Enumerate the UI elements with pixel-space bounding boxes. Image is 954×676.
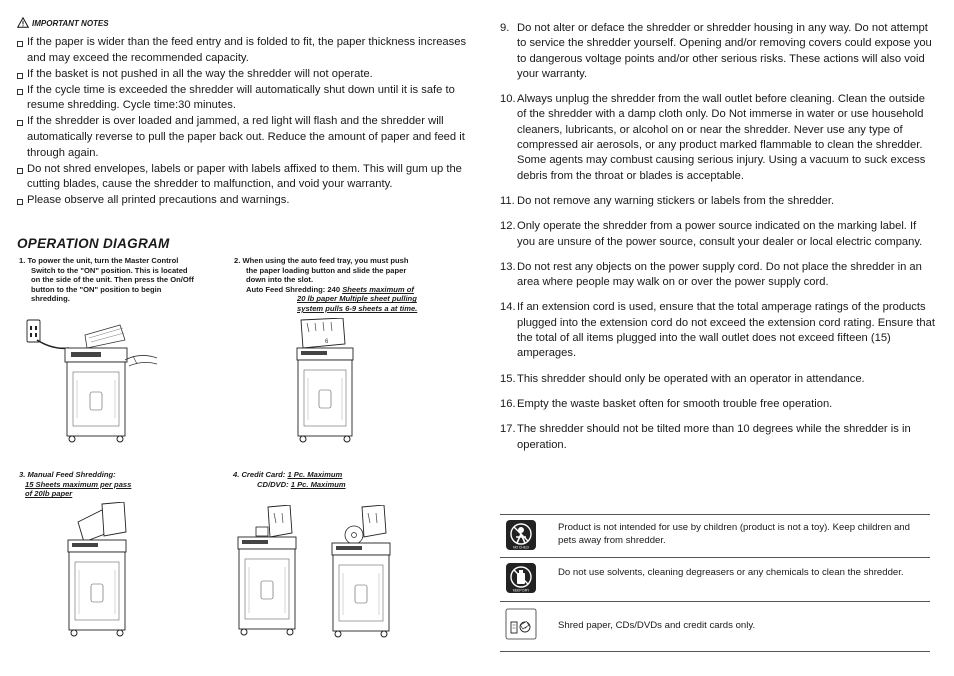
list-item: 11. Do not remove any warning stickers or labels from the shredder.: [500, 194, 835, 207]
step-4-text: 4. Credit Card: 1 Pc. Maximum CD/DVD: 1 Pc. Maximum: [233, 470, 346, 489]
shredder-cd-dvd-illustration: [326, 505, 396, 640]
step-1-text: 1. To power the unit, turn the Master Control Switch to the "ON" position. This is located on the side of the unit. Then press the On/Off button to the "ON" position to begin shredding.: [19, 256, 194, 304]
important-notes-list: [17, 35, 467, 210]
paper-cd-card-icon: [505, 608, 537, 640]
important-notes-heading: [17, 17, 109, 28]
safety-text-allowed-items: Shred paper, CDs/DVDs and credit cards only.: [558, 620, 756, 631]
list-item: 13. Do not rest any objects on the power supply cord. Do not place the shredder in an area where people may walk on or over the power supply cord.: [500, 260, 922, 289]
step-3-text: 3. Manual Feed Shredding: 15 Sheets maximum per pass of 20lb paper: [19, 470, 132, 499]
step-2-text: 2. When using the auto feed tray, you must push the paper loading button and slide the paper down into the slot. Auto Feed Shredding: 240 Sheets maximum of 20 lb paper Multiple sheet pulling system pulls 6-9 sheets a at time.: [234, 256, 418, 313]
no-spray-icon: [505, 562, 537, 594]
svg-text:6: 6: [325, 339, 329, 345]
list-item: 9. Do not alter or deface the shredder or shredder housing in any way. Do not attempt to service the shredder yourself. Opening and/or removing covers could expose you to dangerous voltage points and/or other serious risks. These actions will also void your warranty.: [500, 22, 932, 80]
svg-text:KEEP DRY: KEEP DRY: [512, 588, 530, 593]
shredder-power-on-illustration: [25, 300, 165, 445]
safety-instructions-list: [500, 21, 935, 463]
important-notes-title: IMPORTANT NOTES: [32, 19, 109, 28]
safety-table-rule: [500, 601, 930, 602]
safety-text-chemicals: Do not use solvents, cleaning degreasers or any chemicals to clean the shredder.: [558, 567, 904, 578]
list-item: 10. Always unplug the shredder from the wall outlet before cleaning. Clean the outside of the shredder with a damp cloth only. Do Not immerse in water or use household cleaners, lubricants, or alcohol on or near the shredder. Never use any type of compressed air aerosols, or any product marked flammable to clean the shredder. Some agents may combust causing serious injury. Using a vacuum to suck excess debris from the throat or blades is acceptable.: [500, 93, 926, 182]
list-item: Please observe all printed precautions and warnings.: [17, 193, 467, 209]
shredder-credit-card-illustration: [232, 505, 302, 640]
safety-table-top-rule: [500, 514, 930, 515]
shredder-manual-feed-illustration: [58, 502, 138, 640]
no-children-icon: [505, 519, 537, 551]
operation-diagram-title: OPERATION DIAGRAM: [17, 236, 170, 251]
list-item: If the shredder is over loaded and jammed, a red light will flash and the shredder will automatically reverse to pull the paper back out. Reduce the amount of paper and feed it through again.: [17, 114, 467, 161]
safety-text-children: Product is not intended for use by children (product is not a toy). Keep children and pets away from shredder.: [558, 522, 910, 546]
list-item: If the basket is not pushed in all the way the shredder will not operate.: [17, 67, 467, 83]
list-item: If the cycle time is exceeded the shredder will automatically shut down until it is safe to resume shredding. Cycle time:30 minutes.: [17, 83, 467, 114]
list-item: 17. The shredder should not be tilted more than 10 degrees while the shredder is in operation.: [500, 423, 911, 451]
list-item: If the paper is wider than the feed entry and is folded to fit, the paper thickness increases and may exceed the recommended capacity.: [17, 35, 467, 66]
list-item: Do not shred envelopes, labels or paper with labels affixed to them. This will gum up the cutting blades, cause the shredder to malfunction, and void your warranty.: [17, 162, 467, 193]
warning-triangle-icon: [17, 17, 29, 28]
list-item: 12. Only operate the shredder from a power source indicated on the marking label. If you are unsure of the power source, consult your dealer or local electric company.: [500, 220, 923, 248]
svg-text:NO CHILD: NO CHILD: [513, 545, 529, 550]
shredder-auto-feed-illustration: [285, 318, 365, 446]
list-item: 14. If an extension cord is used, ensure that the total amperage ratings of the products plugged into the extension cord do not exceed the extension cord rating. Ensure that the total of all items plugged into the wall outlet does not exceed fifteen (15) amperages.: [500, 301, 935, 360]
safety-table-rule: [500, 557, 930, 558]
list-item: 15. This shredder should only be operated with an operator in attendance.: [500, 372, 865, 385]
list-item: 16. Empty the waste basket often for smooth trouble free operation.: [500, 397, 833, 410]
safety-table-bottom-rule: [500, 651, 930, 652]
